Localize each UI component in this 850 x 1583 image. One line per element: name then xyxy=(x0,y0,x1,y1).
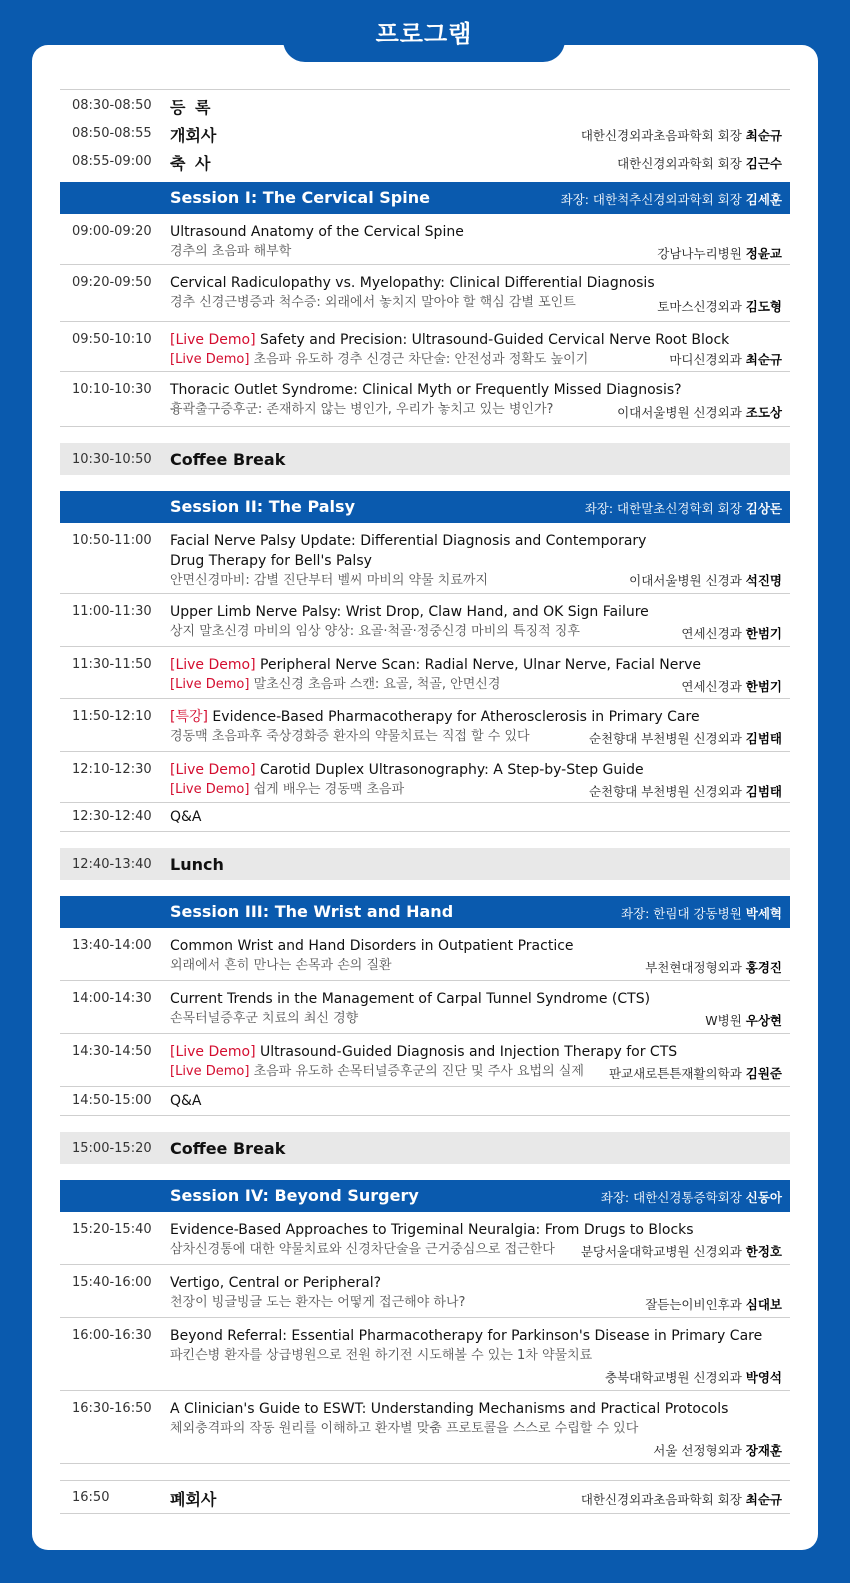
live-demo-tag: [Live Demo] xyxy=(170,657,256,673)
talk-title-en: Peripheral Nerve Scan: Radial Nerve, Ulnar Nerve, Facial Nerve xyxy=(255,657,702,673)
talk-row xyxy=(60,752,790,803)
qa-row xyxy=(60,803,790,832)
time: 16:00-16:30 xyxy=(72,1328,152,1343)
time: 14:50-15:00 xyxy=(72,1093,152,1108)
talk-row xyxy=(60,523,790,594)
talk-title-en: Current Trends in the Management of Carpal Tunnel Syndrome (CTS) xyxy=(170,991,651,1007)
talk-title-en: Evidence-Based Approaches to Trigeminal Neuralgia: From Drugs to Blocks xyxy=(170,1222,694,1238)
talk-title-en: Thoracic Outlet Syndrome: Clinical Myth or Frequently Missed Diagnosis? xyxy=(170,382,682,398)
talk-title-ko: 쉽게 배우는 경동맥 초음파 xyxy=(249,782,405,797)
talk-title-ko: 경추의 초음파 해부학 xyxy=(170,244,292,259)
talk-title-ko: 말초신경 초음파 스캔: 요골, 척골, 안면신경 xyxy=(249,677,501,692)
speaker: 대한신경외과학회 회장 김근수 xyxy=(617,156,782,171)
break-label: Coffee Break xyxy=(170,450,286,469)
time: 09:20-09:50 xyxy=(72,275,152,290)
schedule xyxy=(60,89,790,1514)
talk-row xyxy=(60,594,790,647)
time: 15:20-15:40 xyxy=(72,1222,152,1237)
coffee-break-row xyxy=(60,1132,790,1164)
speaker: 연세신경과 한범기 xyxy=(681,626,782,641)
qa-label: Q&A xyxy=(170,1093,202,1109)
talk-title-en: Safety and Precision: Ultrasound-Guided Cervical Nerve Root Block xyxy=(255,332,730,348)
qa-label: Q&A xyxy=(170,809,202,825)
talk-title-en: Drug Therapy for Bell's Palsy xyxy=(170,553,372,569)
time: 16:50 xyxy=(72,1490,110,1505)
time: 11:30-11:50 xyxy=(72,657,152,672)
talk-title-ko: 초음파 유도하 경추 신경근 차단술: 안전성과 정확도 높이기 xyxy=(249,352,589,367)
talk-title-en: Vertigo, Central or Peripheral? xyxy=(170,1275,382,1291)
speaker: 강남나누리병원 정윤교 xyxy=(657,246,782,261)
speaker: 마디신경외과 최순규 xyxy=(669,352,782,367)
talk-title-ko: 경동맥 초음파후 죽상경화증 환자의 약물치료는 직접 할 수 있다 xyxy=(170,729,530,744)
talk-row xyxy=(60,214,790,265)
session-3-header xyxy=(60,896,790,928)
time: 16:30-16:50 xyxy=(72,1401,152,1416)
talk-title-en: Evidence-Based Pharmacotherapy for Atherosclerosis in Primary Care xyxy=(207,709,700,725)
speaker: 판교새로튼튼재활의학과 김원준 xyxy=(608,1066,782,1081)
speaker: 이대서울병원 신경외과 조도상 xyxy=(617,405,782,420)
agenda-label: 개회사 xyxy=(170,126,217,145)
time: 08:30-08:50 xyxy=(72,98,152,113)
speaker: W병원 우상현 xyxy=(705,1013,782,1028)
talk-row xyxy=(60,1265,790,1318)
talk-title-ko: 안면신경마비: 감별 진단부터 벨씨 마비의 약물 치료까지 xyxy=(170,573,489,588)
speaker: 연세신경과 한범기 xyxy=(681,679,782,694)
session-title: Session IV: Beyond Surgery xyxy=(170,1186,419,1205)
agenda-label: 폐회사 xyxy=(170,1490,217,1509)
live-demo-tag: [Live Demo] xyxy=(170,352,250,367)
talk-row xyxy=(60,928,790,981)
time: 08:50-08:55 xyxy=(72,126,152,141)
session-4-header xyxy=(60,1180,790,1212)
session-chair: 좌장: 대한말초신경학회 회장 김상돈 xyxy=(584,501,782,516)
speaker: 잘듣는이비인후과 심대보 xyxy=(645,1297,782,1312)
speaker: 순천향대 부천병원 신경외과 김범태 xyxy=(588,731,782,746)
special-lecture-tag: [특강] xyxy=(170,709,208,725)
talk-title-ko: 천장이 빙글빙글 도는 환자는 어떻게 접근해야 하나? xyxy=(170,1295,466,1310)
session-2-header xyxy=(60,491,790,523)
talk-row xyxy=(60,1034,790,1087)
talk-title-en: Upper Limb Nerve Palsy: Wrist Drop, Claw Hand, and OK Sign Failure xyxy=(170,604,649,620)
time: 11:50-12:10 xyxy=(72,709,152,724)
opening-registration xyxy=(60,89,790,120)
talk-title-ko: 파킨슨병 환자를 상급병원으로 전원 하기전 시도해볼 수 있는 1차 약물치료 xyxy=(170,1348,593,1363)
live-demo-tag: [Live Demo] xyxy=(170,1044,256,1060)
speaker: 토마스신경외과 김도형 xyxy=(657,299,782,314)
talk-title-en: Common Wrist and Hand Disorders in Outpatient Practice xyxy=(170,938,574,954)
talk-title-en: Ultrasound-Guided Diagnosis and Injection Therapy for CTS xyxy=(255,1044,678,1060)
talk-row xyxy=(60,981,790,1034)
time: 14:00-14:30 xyxy=(72,991,152,1006)
time: 10:30-10:50 xyxy=(72,452,152,467)
time: 14:30-14:50 xyxy=(72,1044,152,1059)
session-chair: 좌장: 한림대 강동병원 박세혁 xyxy=(620,906,782,921)
time: 12:10-12:30 xyxy=(72,762,152,777)
talk-title-en: Carotid Duplex Ultrasonography: A Step-by-Step Guide xyxy=(255,762,644,778)
coffee-break-row xyxy=(60,443,790,475)
agenda-label: 축 사 xyxy=(170,154,213,173)
time: 09:00-09:20 xyxy=(72,224,152,239)
speaker: 분당서울대학교병원 신경외과 한정호 xyxy=(580,1244,782,1259)
session-1-header xyxy=(60,182,790,214)
talk-title-ko: 초음파 유도하 손목터널증후군의 진단 및 주사 요법의 실제 xyxy=(249,1064,584,1079)
talk-title-en: Beyond Referral: Essential Pharmacotherapy for Parkinson's Disease in Primary Care xyxy=(170,1328,763,1344)
speaker: 부천현대정형외과 홍경진 xyxy=(645,960,782,975)
talk-row xyxy=(60,322,790,372)
talk-title-en: A Clinician's Guide to ESWT: Understanding Mechanisms and Practical Protocols xyxy=(170,1401,729,1417)
session-chair: 좌장: 대한척추신경외과학회 회장 김세훈 xyxy=(560,192,782,207)
time: 09:50-10:10 xyxy=(72,332,152,347)
talk-row xyxy=(60,699,790,752)
opening-congrats xyxy=(60,148,790,182)
live-demo-tag: [Live Demo] xyxy=(170,332,256,348)
talk-title-ko: 체외충격파의 작동 원리를 이해하고 환자별 맞춤 프로토콜을 스스로 수립할 수 있다 xyxy=(170,1421,639,1436)
live-demo-tag: [Live Demo] xyxy=(170,1064,250,1079)
speaker: 이대서울병원 신경과 석진명 xyxy=(629,573,782,588)
talk-title-ko: 삼차신경통에 대한 약물치료와 신경차단술을 근거중심으로 접근한다 xyxy=(170,1242,555,1257)
talk-row xyxy=(60,1391,790,1464)
program-title: 프로그램 xyxy=(375,19,473,48)
talk-title-en: Ultrasound Anatomy of the Cervical Spine xyxy=(170,224,464,240)
talk-row xyxy=(60,265,790,322)
talk-row xyxy=(60,372,790,427)
closing-row xyxy=(60,1480,790,1514)
speaker: 충북대학교병원 신경외과 박영석 xyxy=(604,1370,782,1385)
session-title: Session I: The Cervical Spine xyxy=(170,188,430,207)
lunch-row xyxy=(60,848,790,880)
time: 10:50-11:00 xyxy=(72,533,152,548)
opening-address xyxy=(60,120,790,148)
program-card xyxy=(32,45,818,1550)
talk-title-ko: 손목터널증후군 치료의 최신 경향 xyxy=(170,1011,359,1026)
session-chair: 좌장: 대한신경통증학회장 신동아 xyxy=(600,1190,782,1205)
talk-title-en: Cervical Radiculopathy vs. Myelopathy: Clinical Differential Diagnosis xyxy=(170,275,655,291)
session-title: Session II: The Palsy xyxy=(170,497,355,516)
time: 13:40-14:00 xyxy=(72,938,152,953)
break-label: Lunch xyxy=(170,855,224,874)
speaker: 대한신경외과초음파학회 회장 최순규 xyxy=(580,1492,782,1507)
talk-title-ko: 상지 말초신경 마비의 임상 양상: 요골·척골·정중신경 마비의 특징적 징후 xyxy=(170,624,580,639)
speaker: 서울 선정형외과 장재훈 xyxy=(653,1443,782,1458)
time: 15:40-16:00 xyxy=(72,1275,152,1290)
talk-title-ko: 경추 신경근병증과 척수증: 외래에서 놓치지 말아야 할 핵심 감별 포인트 xyxy=(170,295,576,310)
live-demo-tag: [Live Demo] xyxy=(170,762,256,778)
live-demo-tag: [Live Demo] xyxy=(170,677,250,692)
talk-row xyxy=(60,1318,790,1391)
speaker: 순천향대 부천병원 신경외과 김범태 xyxy=(588,784,782,799)
time: 08:55-09:00 xyxy=(72,154,152,169)
time: 11:00-11:30 xyxy=(72,604,152,619)
talk-title-en: Facial Nerve Palsy Update: Differential Diagnosis and Contemporary xyxy=(170,533,647,549)
talk-row xyxy=(60,647,790,699)
talk-row xyxy=(60,1212,790,1265)
time: 12:30-12:40 xyxy=(72,809,152,824)
break-label: Coffee Break xyxy=(170,1139,286,1158)
agenda-label: 등 록 xyxy=(170,98,213,117)
time: 12:40-13:40 xyxy=(72,857,152,872)
speaker: 대한신경외과초음파학회 회장 최순규 xyxy=(580,128,782,143)
time: 10:10-10:30 xyxy=(72,382,152,397)
talk-title-ko: 흉곽출구증후군: 존재하지 않는 병인가, 우리가 놓치고 있는 병인가? xyxy=(170,402,554,417)
time: 15:00-15:20 xyxy=(72,1141,152,1156)
session-title: Session III: The Wrist and Hand xyxy=(170,902,454,921)
talk-title-ko: 외래에서 흔히 만나는 손목과 손의 질환 xyxy=(170,958,392,973)
live-demo-tag: [Live Demo] xyxy=(170,782,250,797)
program-title-tab xyxy=(283,0,565,62)
qa-row xyxy=(60,1087,790,1116)
